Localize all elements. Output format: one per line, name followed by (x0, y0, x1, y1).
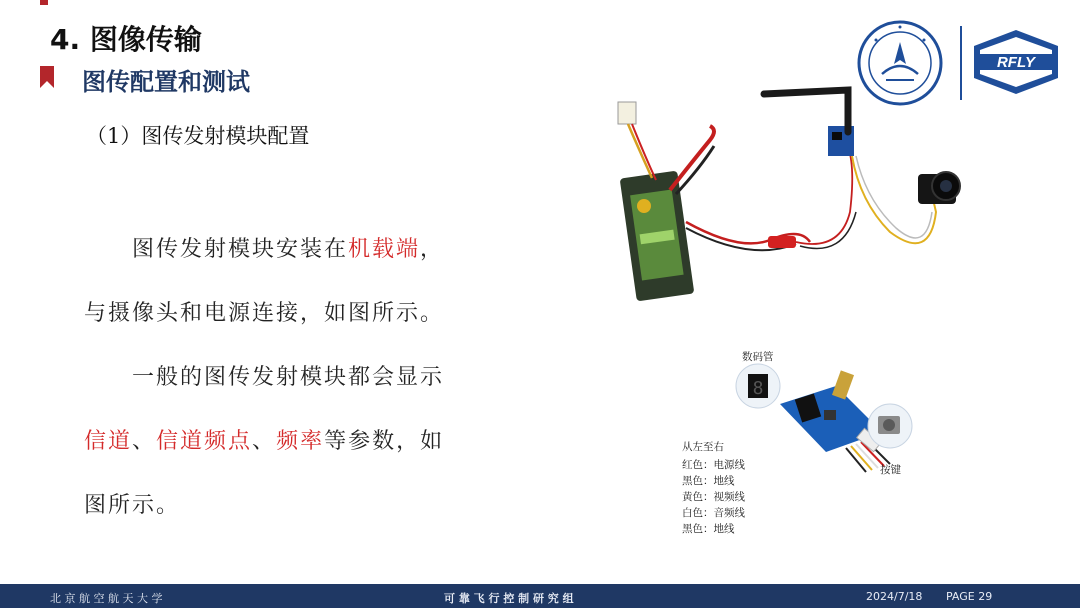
text-span: ， (420, 237, 445, 262)
text-span: 、 (132, 429, 157, 454)
rfly-logo-icon (974, 30, 1058, 94)
seven-segment-display-icon (736, 364, 780, 408)
text-span: 图传发射模块安装在 (132, 237, 349, 262)
highlight-text: 机载端 (348, 237, 421, 262)
wire-legend-item: 白色：音频线 (682, 507, 745, 519)
module-labeled-photo (676, 344, 976, 544)
push-button-icon (868, 404, 912, 448)
battery-icon (620, 171, 695, 302)
footer-page-number: PAGE 29 (946, 590, 993, 603)
wire-legend-item: 黑色：地线 (682, 475, 735, 487)
highlight-text: 信道频点 (156, 429, 253, 454)
red-wire-icon (796, 142, 852, 244)
yellow-wire-icon (628, 124, 652, 178)
bookmark-bullet-icon (40, 66, 58, 88)
plug-icon (768, 236, 796, 248)
button-label: 按键 (880, 464, 901, 476)
paragraph-2-line-2 (84, 424, 444, 455)
transmitter-setup-photo (600, 82, 970, 304)
text-span: 等参数，如 (324, 429, 445, 454)
wire-legend-item: 黄色：视频线 (682, 491, 745, 503)
section-heading: （1）图传发射模块配置 (86, 124, 310, 148)
highlight-text: 信道 (84, 429, 133, 454)
footer-university: 北 京 航 空 航 天 大 学 (50, 592, 163, 605)
highlight-text: 频率 (276, 429, 325, 454)
paragraph-1-line-1 (132, 232, 444, 263)
wire-legend-title: 从左至右 (682, 441, 724, 453)
ground-lead-icon (676, 146, 714, 194)
top-accent-mark (40, 0, 48, 5)
antenna-icon (764, 90, 848, 132)
paragraph-2-line-1: 一般的图传发射模块都会显示 (132, 365, 445, 390)
digit-text: 8 (752, 378, 764, 399)
footer-bar (0, 584, 1080, 608)
rfly-logo-text: RFLY (996, 54, 1036, 71)
camera-icon (918, 172, 960, 204)
slide-title: 4. 图像传输 (50, 23, 202, 56)
footer-date: 2024/7/18 (866, 590, 923, 603)
red-wire-icon (632, 124, 656, 180)
wire-legend-item: 黑色：地线 (682, 523, 735, 535)
display-label: 数码管 (742, 351, 774, 363)
slide-subtitle: 图传配置和测试 (82, 68, 250, 96)
footer-group: 可 靠 飞 行 控 制 研 究 组 (444, 592, 574, 605)
paragraph-1-line-2: 与摄像头和电源连接，如图所示。 (84, 301, 445, 326)
paragraph-2-line-3: 图所示。 (84, 493, 181, 518)
text-span: 、 (252, 429, 277, 454)
balance-connector-icon (618, 102, 636, 124)
wire-legend-item: 红色：电源线 (682, 459, 745, 471)
